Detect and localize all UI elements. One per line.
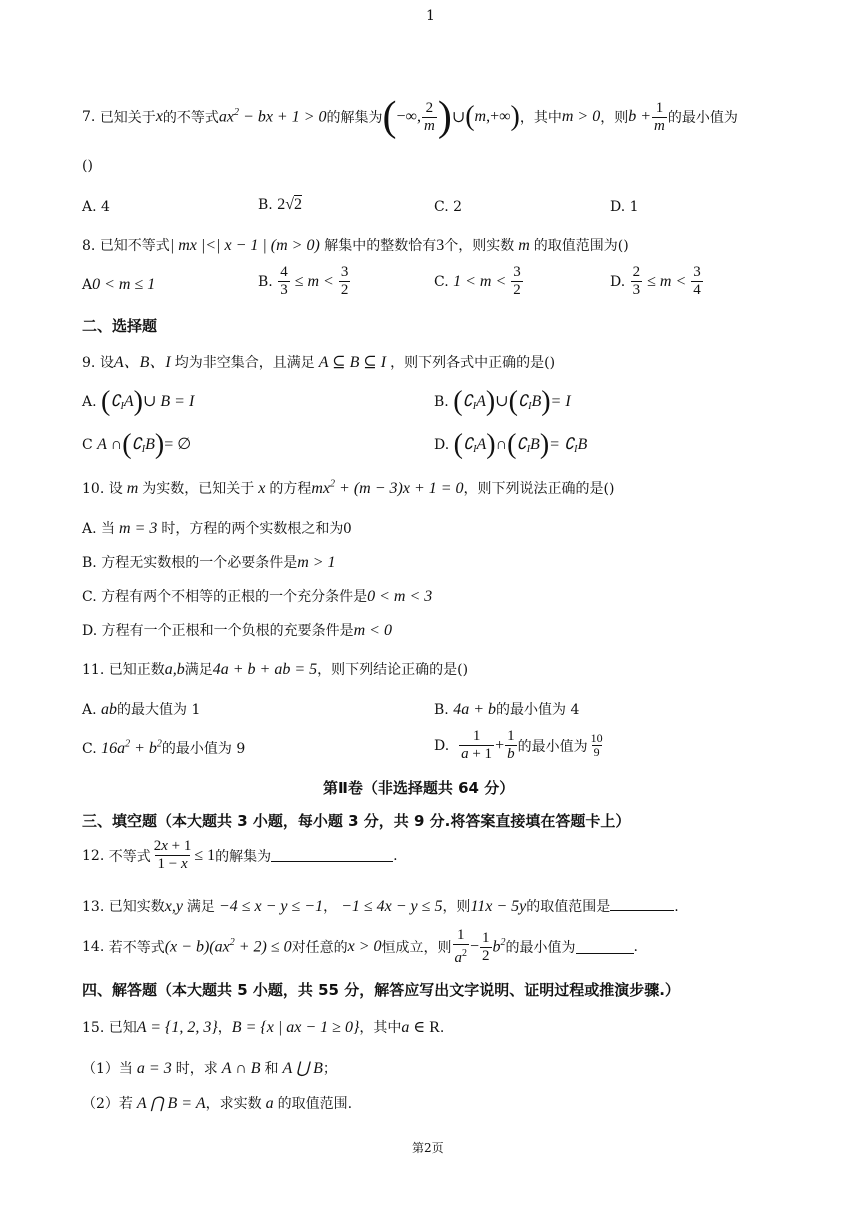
option-label: C <box>82 437 93 453</box>
question-text: ，其中 <box>519 110 562 126</box>
question-text: 解集中的整数恰有 <box>324 238 437 254</box>
question-text: 恒成立，则 <box>381 940 452 956</box>
option-a: A. 4 <box>82 199 110 215</box>
question-text: 已知关于 <box>99 110 156 126</box>
question-text: 个，则实数 <box>444 238 515 254</box>
option-text: D. 方程有一个正根和一个负根的充要条件是 <box>82 623 354 639</box>
option-d: D. 方程有一个正根和一个负根的充要条件是m < 0 <box>82 622 392 639</box>
question-number: 12. <box>82 847 105 864</box>
answer-blank[interactable] <box>271 849 393 862</box>
question-text: ， <box>323 899 338 915</box>
option-b: B. $\frac{4}{3}$ ≤ m < $\frac{3}{2}$ <box>258 264 349 298</box>
option-d: D. $\frac{1}{a + 1}$ + $\frac{1}{b}$ 的最小值为 $\frac{10}{9}$ <box>434 728 603 762</box>
option-a: A. $(∁_IA)\cup$ B = I <box>82 386 195 417</box>
option-c: C. 方程有两个不相等的正根的一个充分条件是0 < m < 3 <box>82 588 433 605</box>
question-text: 为实数，已知关于 <box>142 481 255 497</box>
question-9: 9. 设A、B、I 均为非空集合，且满足 A ⊆ B ⊆ I ，则下列各式中正确的是() <box>82 354 556 371</box>
option-label: B. <box>258 197 273 213</box>
question-text: 对任意的 <box>291 940 348 956</box>
question-number: 15. <box>82 1020 105 1036</box>
answer-paren: () <box>82 158 93 174</box>
option-label: D. <box>610 273 626 290</box>
answer-blank[interactable] <box>610 898 674 911</box>
option-label: A. <box>82 702 97 718</box>
option-c: C. $16a^2 + b^2$的最小值为 9 <box>82 738 246 757</box>
question-number: 11. <box>82 662 105 678</box>
part-heading: 第Ⅱ卷（非选择题共 64 分） <box>323 779 515 797</box>
option-b: B. 4a + b的最小值为 4 <box>434 701 580 718</box>
question-text: . <box>393 847 398 864</box>
question-number: 13. <box>82 899 105 915</box>
question-text: ，其中 <box>359 1020 402 1036</box>
question-text: 已知实数 <box>108 899 165 915</box>
option-text: C. 方程有两个不相等的正根的一个充分条件是 <box>82 589 368 605</box>
option-text: 的最小值为 4 <box>496 702 580 718</box>
question-11: 11. 已知正数a,b满足4a + b + ab = 5，则下列结论正确的是() <box>82 661 469 678</box>
question-10: 10. 设 m 为实数，已知关于 x 的方程$mx^2 + (m - 3)x + 1 = 0$，则下列说法正确的是() <box>82 478 615 497</box>
option-b: B. 方程无实数根的一个必要条件是m > 1 <box>82 554 336 571</box>
question-text: 已知不等式 <box>99 238 170 254</box>
question-text: 的解集为 <box>215 848 272 865</box>
question-text: 均为非空集合，且满足 <box>174 355 315 371</box>
question-text: 的方程 <box>269 481 312 497</box>
answer-blank[interactable] <box>576 941 634 954</box>
option-a: A. 当 m = 3 时，方程的两个实数根之和为0 <box>82 520 352 537</box>
option-label: D. <box>434 437 450 453</box>
question-15: 15. 已知A = {1, 2, 3}，B = {x | ax − 1 ≥ 0}，其中a ∈ R. <box>82 1019 445 1036</box>
question-text: . <box>439 1020 445 1036</box>
question-text: ，求实数 <box>205 1096 262 1112</box>
question-text: 的最小值为 <box>667 110 738 126</box>
question-text: . <box>633 939 638 955</box>
question-text: ，则下列说法正确的是() <box>463 481 615 497</box>
option-b: B. $(∁_IA)\cup(∁_IB)= I$ <box>434 386 571 417</box>
option-c: C. 1 < m < $\frac{3}{2}$ <box>434 264 521 298</box>
question-text: . <box>674 899 679 915</box>
option-c: C A $\cap(∁_IB)=$ ∅ <box>82 429 192 460</box>
question-text: 时，求 <box>175 1061 218 1077</box>
section-heading: 四、解答题（本大题共 5 小题，共 55 分，解答应写出文字说明、证明过程或推演步骤.） <box>82 981 680 999</box>
option-text: 的最大值为 1 <box>117 702 201 718</box>
option-label: B. <box>258 273 273 290</box>
option-d: D. 1 <box>610 199 639 215</box>
option-text: 的最小值为 <box>517 738 588 755</box>
question-text: ，则 <box>442 899 471 915</box>
question-number: 7. <box>82 109 96 125</box>
question-text: 的解集为 <box>326 110 383 126</box>
question-text: 的取值范围为() <box>533 238 629 254</box>
question-text: 的不等式 <box>162 110 219 126</box>
option-label: D. <box>434 737 450 754</box>
option-label: A <box>82 277 93 293</box>
question-text: 满足 <box>186 899 215 915</box>
option-text: 时，方程的两个实数根之和为 <box>161 521 344 537</box>
option-label: A. <box>82 394 97 410</box>
question-number: 10. <box>82 481 105 497</box>
question-text: ，则下列结论正确的是() <box>317 662 469 678</box>
question-number: 14. <box>82 939 105 955</box>
question-7: 7. 已知关于 x 的不等式 $ax^2$ − bx + 1 > 0 的解集为 ( −∞, $\frac{2}{m}$ ) ∪ ( m ,+∞ ) ，其中 m > 0 ，则 b + $\frac{1}{m}$ 的最小值为 <box>82 94 738 140</box>
question-text: 的最小值为 <box>505 940 576 956</box>
option-a: A. ab的最大值为 1 <box>82 701 201 718</box>
question-number: 8. <box>82 238 96 254</box>
question-text: 已知 <box>108 1020 137 1036</box>
question-text: 不等式 <box>108 848 151 865</box>
option-b: B. 2√2 <box>258 196 302 213</box>
question-text: 和 <box>264 1061 279 1077</box>
question-text: 的取值范围是 <box>526 899 611 915</box>
question-13: 13. 已知实数x,y 满足 −4 ≤ x − y ≤ −1， −1 ≤ 4x − y ≤ 5，则11x − 5y的取值范围是 . <box>82 898 679 915</box>
option-label: B. <box>434 702 449 718</box>
option-d: D. $(∁_IA)\cap(∁_IB)=$ $∁_IB$ <box>434 429 588 460</box>
question-8: 8. 已知不等式| mx |<| x − 1 | (m > 0) 解集中的整数恰有3个，则实数 m 的取值范围为() <box>82 237 629 254</box>
question-14: 14. 若不等式 $(x - b)(ax^2 + 2) \le 0$ 对任意的 x > 0 恒成立，则 $\frac{1}{a^2}$ − $\frac{1}{2}$ $b^2$ 的最小值为 . <box>82 927 638 966</box>
question-text: ，则下列各式中正确的是() <box>390 355 556 371</box>
option-label: B. <box>434 394 449 410</box>
question-12: 12. 不等式 $\frac{2x + 1}{1 - x}$ ≤ 1 的解集为 . <box>82 838 398 872</box>
question-text: 满足 <box>184 662 213 678</box>
question-text: 已知正数 <box>108 662 165 678</box>
option-label: C. <box>434 273 449 290</box>
question-text: ， <box>217 1020 232 1036</box>
question-text: （2）若 <box>82 1096 133 1112</box>
option-a: A0 < m ≤ 1 <box>82 276 156 293</box>
page-footer: 第2页 <box>412 1141 444 1155</box>
option-text: B. 方程无实数根的一个必要条件是 <box>82 555 298 571</box>
section-heading: 二、选择题 <box>82 317 158 335</box>
question-text: 设 <box>108 481 123 497</box>
question-text: 设 <box>99 355 114 371</box>
question-15-part-1: （1）当 a = 3 时，求 A ∩ B 和 A ⋃ B； <box>82 1060 337 1077</box>
question-number: 9. <box>82 355 96 371</box>
question-text: ； <box>322 1061 337 1077</box>
question-text: ，则 <box>600 110 629 126</box>
section-heading: 三、填空题（本大题共 3 小题，每小题 3 分，共 9 分.将答案直接填在答题卡上） <box>82 812 631 830</box>
option-c: C. 2 <box>434 199 463 215</box>
option-text: 的最小值为 9 <box>161 741 246 757</box>
question-text: （1）当 <box>82 1061 133 1077</box>
question-text: 的取值范围. <box>277 1096 353 1112</box>
option-text: A. 当 <box>82 521 116 537</box>
question-15-part-2: （2）若 A ⋂ B = A，求实数 a 的取值范围. <box>82 1095 353 1112</box>
question-text: 若不等式 <box>108 940 165 956</box>
option-d: D. $\frac{2}{3}$ ≤ m < $\frac{3}{4}$ <box>610 264 701 298</box>
page-number: 1 <box>426 8 435 24</box>
option-label: C. <box>82 741 97 757</box>
